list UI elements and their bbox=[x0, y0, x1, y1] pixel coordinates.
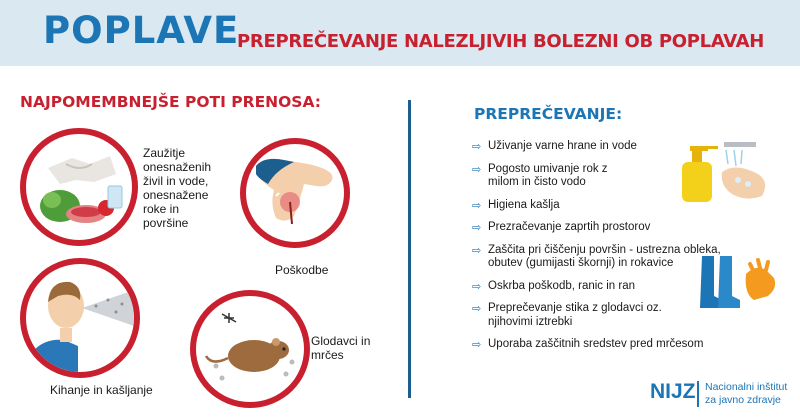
arrow-icon: ⇨ bbox=[472, 141, 482, 153]
handshake-food-icon bbox=[20, 128, 138, 246]
page-title: POPLAVE bbox=[43, 9, 240, 52]
list-item-text: Preprečevanje stika z glodavci oz. njihovimi iztrebki bbox=[488, 302, 662, 328]
column-divider bbox=[408, 100, 411, 398]
route-label-sneeze: Kihanje in kašljanje bbox=[50, 383, 153, 397]
list-item-text: Oskrba poškodb, ranic in ran bbox=[488, 279, 636, 292]
page-subtitle: PREPREČEVANJE NALEZLJIVIH BOLEZNI OB POPLAVAH bbox=[237, 31, 765, 52]
arrow-icon: ⇨ bbox=[472, 339, 482, 351]
list-item bbox=[472, 221, 737, 235]
rat-mosquito-icon bbox=[190, 290, 310, 408]
arrow-icon: ⇨ bbox=[472, 280, 482, 293]
route-label-food: Zaužitje onesnaženih živil in vode, onesnažene roke in površine bbox=[143, 146, 212, 230]
nijz-logo: NIJZ bbox=[650, 380, 696, 403]
arrow-icon: ⇨ bbox=[472, 244, 482, 257]
sneezing-person-icon bbox=[20, 258, 140, 378]
logo-divider bbox=[697, 381, 699, 407]
logo-text-line1: Nacionalni inštitut bbox=[705, 381, 788, 393]
list-item-text: Pogosto umivanje rok z milom in čisto vodo bbox=[488, 162, 608, 188]
transmission-heading: NAJPOMEMBNEJŠE POTI PRENOSA: bbox=[20, 93, 321, 111]
list-item bbox=[472, 302, 693, 329]
foot-injury-icon bbox=[240, 138, 350, 248]
route-label-injury: Poškodbe bbox=[275, 263, 329, 277]
arrow-icon: ⇨ bbox=[472, 163, 482, 176]
route-label-rodents: Glodavci in mrčes bbox=[311, 334, 371, 362]
list-item bbox=[472, 338, 737, 352]
list-item-text: Uporaba zaščitnih sredstev pred mrčesom bbox=[488, 338, 704, 350]
list-item-text: Uživanje varne hrane in vode bbox=[488, 140, 637, 152]
arrow-icon: ⇨ bbox=[472, 222, 482, 234]
logo-text-line2: za javno zdravje bbox=[705, 394, 781, 406]
list-item-text: Zaščita pri čiščenju površin - ustrezna obleka, obutev (gumijasti škornji) in rokavice bbox=[488, 243, 721, 269]
list-item bbox=[472, 163, 638, 190]
prevention-heading: PREPREČEVANJE: bbox=[474, 105, 623, 123]
arrow-icon: ⇨ bbox=[472, 199, 482, 212]
boots-gloves-icon bbox=[696, 254, 778, 310]
handwashing-icon bbox=[676, 138, 776, 204]
list-item-text: Higiena kašlja bbox=[488, 198, 560, 211]
list-item-text: Prezračevanje zaprtih prostorov bbox=[488, 221, 651, 233]
arrow-icon: ⇨ bbox=[472, 303, 482, 315]
